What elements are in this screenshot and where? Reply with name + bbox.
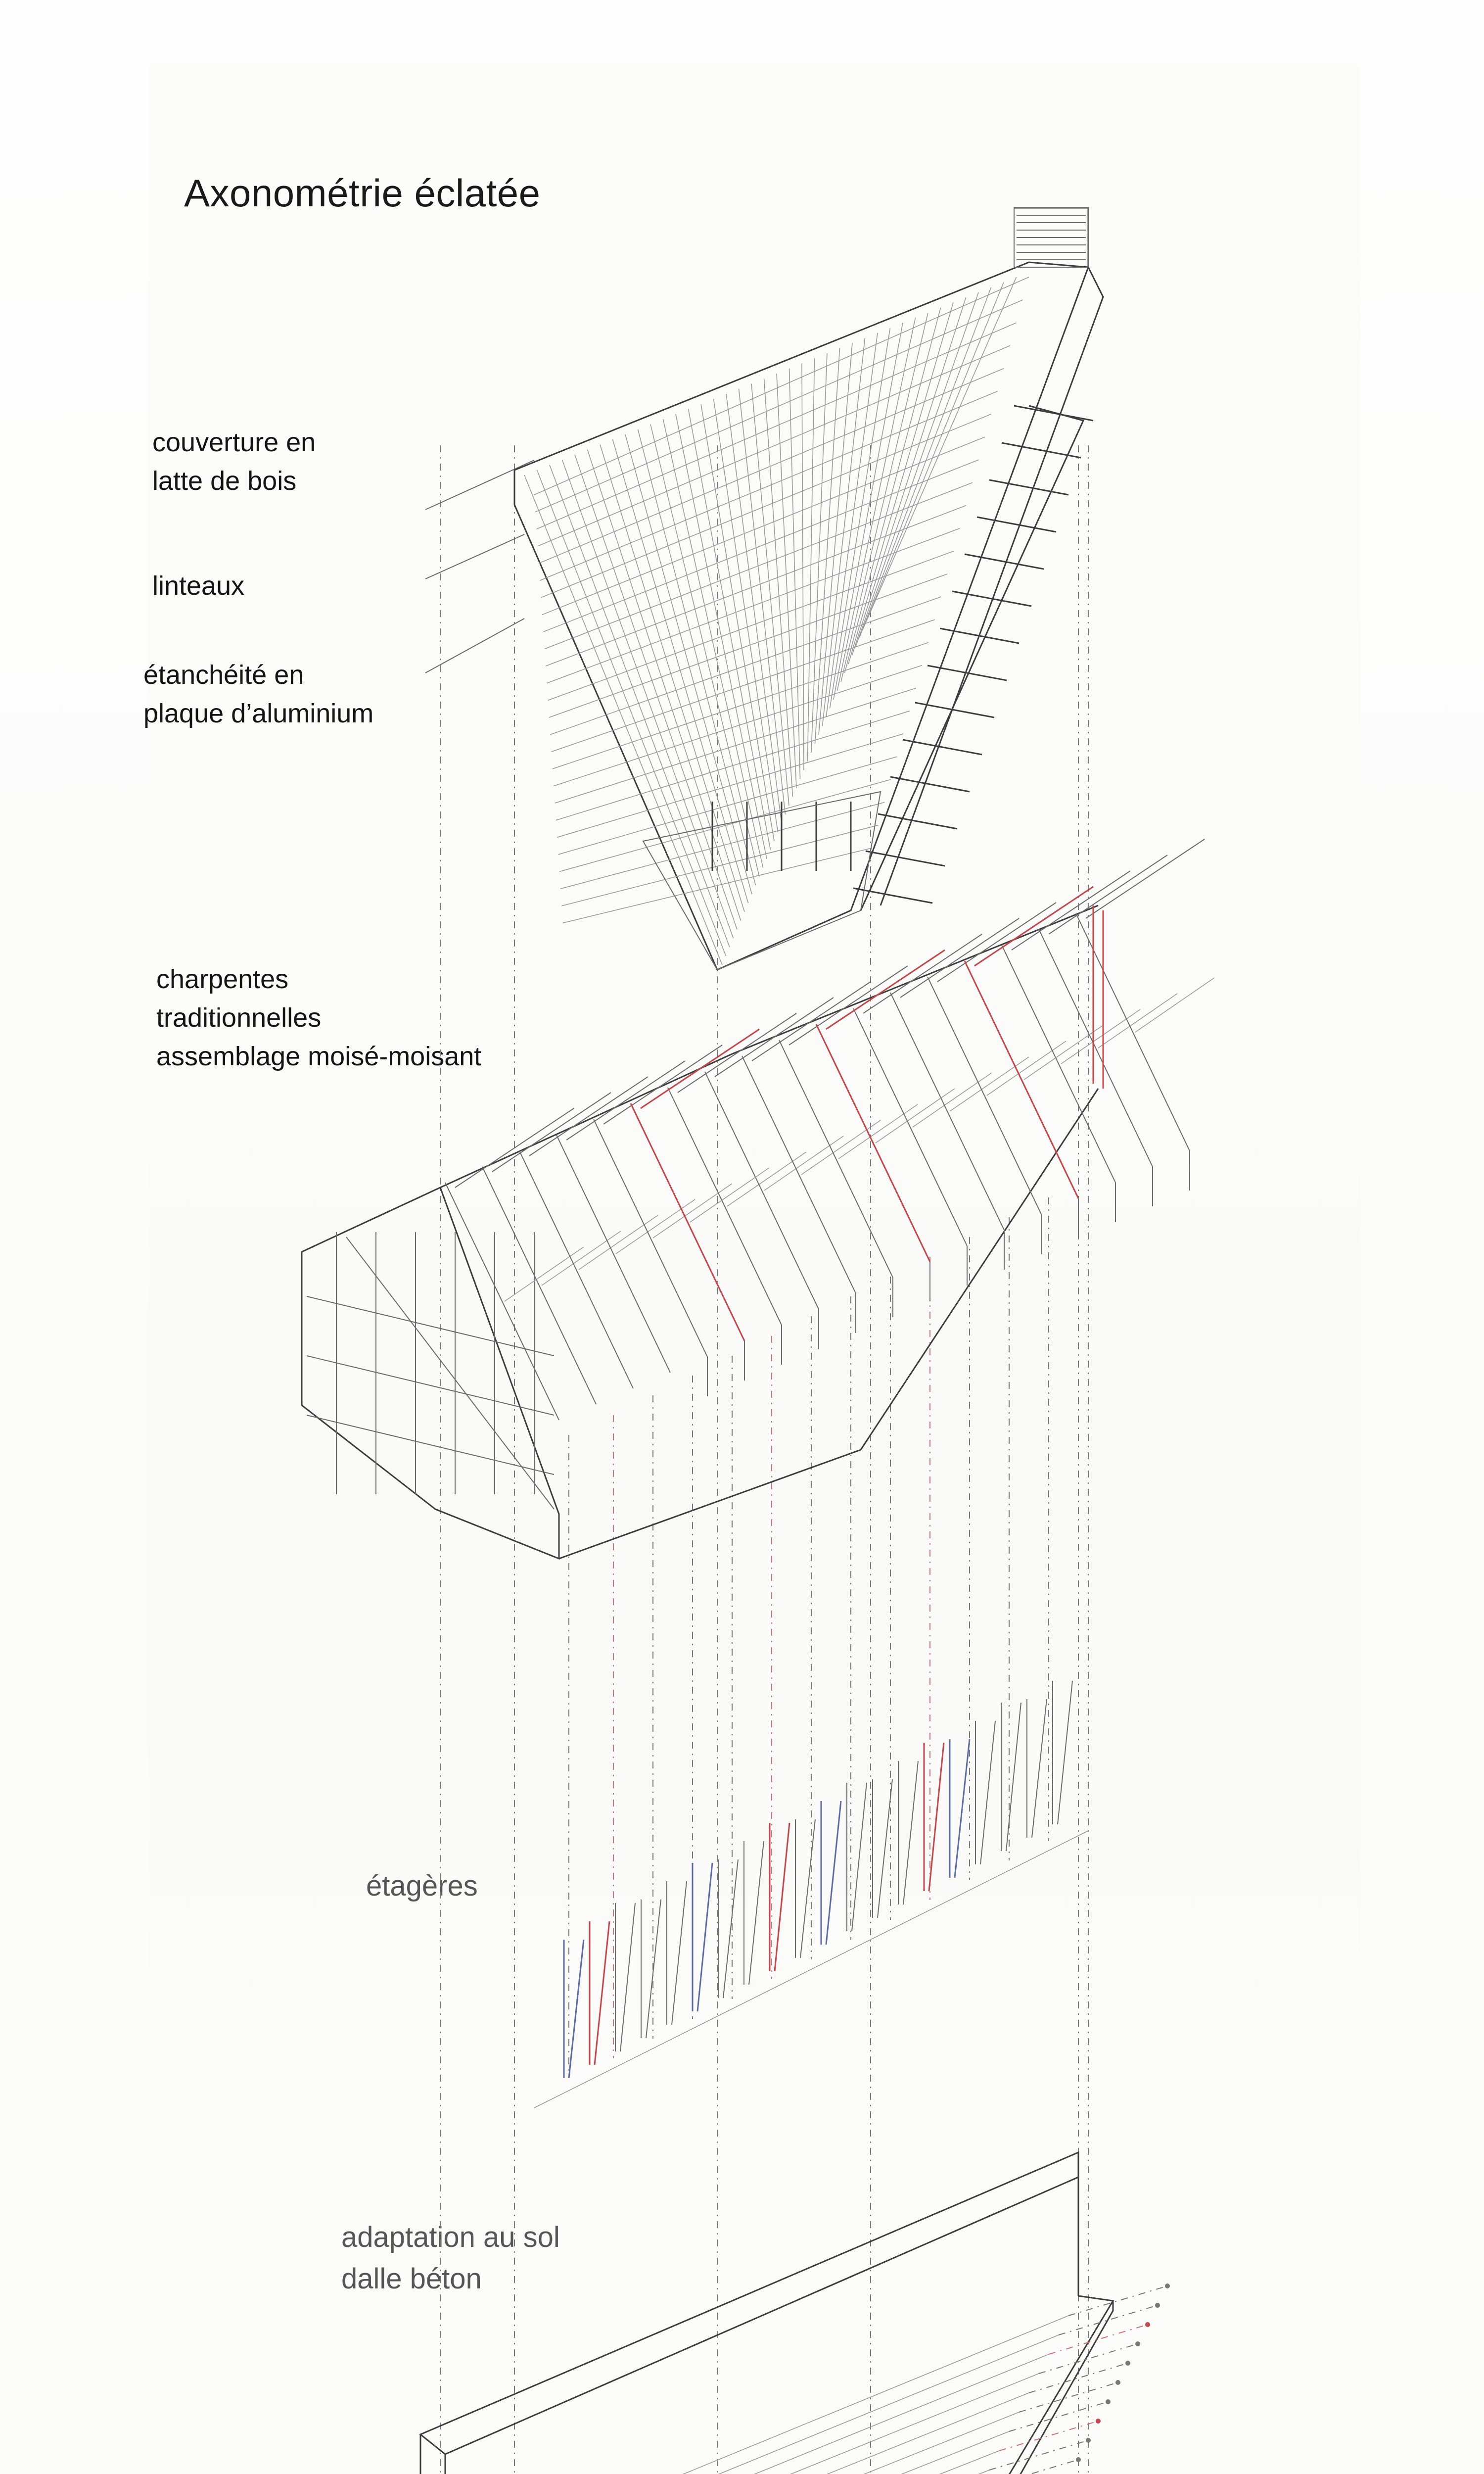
lath-line (764, 379, 793, 797)
strut (715, 998, 834, 1077)
strut (566, 1061, 685, 1140)
strut (1049, 855, 1167, 934)
lath-line (550, 465, 730, 948)
lintel-line (1002, 443, 1081, 458)
lath-cross-line (534, 277, 1029, 495)
shelf-unit (1006, 1703, 1021, 1851)
lath-line (625, 434, 752, 894)
shelf-unit (697, 1863, 712, 2011)
shelf-unit (1058, 1681, 1072, 1824)
axis-marker (1125, 2361, 1130, 2366)
lath-line (823, 338, 865, 726)
shelf-unit (569, 1940, 584, 2078)
label-lintels: linteaux (152, 571, 245, 601)
tie-beam (579, 1215, 658, 1270)
slab-axis-line (1068, 2286, 1167, 2316)
label-shelves: étagères (366, 1870, 478, 1902)
tie-beam (542, 1231, 621, 1285)
shelves-assembly (534, 1681, 1088, 2108)
lath-line (819, 343, 852, 735)
slab-grid-line (534, 2412, 1019, 2474)
lath-line (739, 389, 786, 814)
gable-rail (307, 1415, 554, 1475)
shelf-units (564, 1681, 1072, 2078)
lath-cross-line (563, 848, 872, 923)
lath-line (802, 364, 804, 770)
slab-grid-line (503, 2374, 1039, 2474)
axis-marker (1145, 2322, 1150, 2327)
strut (900, 918, 1019, 998)
tie-beam (764, 1136, 843, 1190)
lath-line (650, 425, 759, 877)
lath-line (789, 369, 800, 779)
tie-beam (950, 1057, 1029, 1111)
shelf-unit (723, 1859, 738, 1998)
lath-cross-line (548, 551, 954, 701)
axis-marker (1086, 2438, 1091, 2443)
axis-marker (1165, 2284, 1170, 2288)
slab-grid-line (550, 2431, 1009, 2474)
lath-line (867, 277, 1017, 620)
lintel-line (890, 777, 970, 792)
ground-slab-assembly (420, 2152, 1170, 2474)
tie-beam (801, 1120, 881, 1175)
strut (937, 903, 1056, 982)
slab-grid-lines (455, 2316, 1068, 2474)
slab-grid-line (518, 2393, 1029, 2474)
label-roof-cover: couverture en latte de bois (152, 428, 316, 496)
shelf-unit (852, 1783, 867, 1931)
highlighted-strut (641, 1029, 759, 1108)
axis-marker (1115, 2380, 1120, 2385)
highlighted-strut (974, 887, 1093, 966)
lath-line (837, 318, 916, 691)
lath-line (638, 429, 756, 885)
strut (1012, 871, 1130, 950)
label-framework: charpentes traditionnelles assemblage moisé-moisant (156, 964, 482, 1071)
lath-cross-line (535, 300, 1022, 512)
projection-lines (440, 445, 1088, 2474)
lintel-line (878, 814, 957, 829)
gable-rail (307, 1356, 554, 1415)
slab-axis-line (1049, 2325, 1148, 2354)
roof-vent-louvres (1017, 215, 1086, 260)
rafter (519, 1151, 633, 1388)
lath-cross-line (559, 779, 891, 871)
tie-beam (653, 1184, 732, 1238)
gable-wall-frame (307, 1232, 554, 1509)
lath-line (845, 308, 941, 673)
rafter (482, 1167, 596, 1404)
highlighted-strut (826, 950, 945, 1029)
roof-lath-lines (524, 277, 1017, 965)
lath-line (826, 333, 878, 717)
lath-cross-line (540, 391, 998, 580)
strut (678, 1013, 796, 1093)
strut (863, 934, 982, 1013)
tie-beam (876, 1089, 955, 1143)
lath-cross-line (553, 642, 928, 768)
strut (529, 1077, 648, 1156)
highlighted-shelf (595, 1921, 609, 2065)
lintel-line (866, 851, 945, 866)
rafter (445, 1183, 559, 1420)
shelf-unit (980, 1721, 995, 1864)
tie-beam (913, 1073, 992, 1127)
roof-cover-assembly (514, 208, 1103, 970)
axis-marker (1076, 2457, 1081, 2462)
lintel-line (1014, 406, 1093, 421)
lintel-line (977, 517, 1056, 532)
shelf-unit (903, 1761, 918, 1904)
lath-line (714, 399, 778, 832)
axis-marker (1106, 2399, 1111, 2404)
axis-marker (1096, 2419, 1101, 2424)
axis-marker (1155, 2303, 1160, 2308)
strut (455, 1108, 574, 1188)
lath-cross-line (545, 482, 973, 649)
tie-beam (690, 1168, 769, 1222)
label-waterproofing: étanchéité en plaque d’aluminium (143, 660, 374, 728)
slab-grid-line (487, 2354, 1049, 2474)
slab-grid-line (582, 2470, 989, 2474)
tie-beam (1098, 994, 1177, 1048)
strut (752, 982, 871, 1061)
label-ground: adaptation au sol dalle béton (341, 2221, 560, 2295)
shelf-unit (1032, 1699, 1047, 1838)
lath-cross-line (541, 414, 991, 598)
lath-cross-line (561, 825, 878, 906)
framework-assembly (302, 839, 1214, 1559)
tie-beam (505, 1247, 584, 1301)
lath-line (777, 374, 796, 788)
lintel-line (903, 740, 982, 755)
slab-axis-line (1019, 2382, 1118, 2412)
shelf-unit (955, 1739, 970, 1878)
shelf-unit (749, 1841, 764, 1985)
strut (1086, 839, 1205, 918)
lintel-line (989, 480, 1068, 495)
leader-lines (425, 460, 534, 673)
slab-axis-line (979, 2460, 1078, 2474)
lath-cross-line (558, 757, 897, 855)
strut (603, 1045, 722, 1124)
page-title: Axonométrie éclatée (184, 171, 541, 215)
tie-beam (987, 1041, 1066, 1095)
shelf-unit (620, 1903, 635, 2051)
axis-marker (1135, 2341, 1140, 2346)
tie-beam (1061, 1009, 1140, 1064)
lath-cross-line (552, 619, 935, 752)
lath-cross-line (542, 437, 985, 615)
strut (789, 966, 908, 1045)
slab-grid-line (455, 2316, 1068, 2474)
lath-cross-line (546, 506, 966, 666)
lath-line (852, 297, 966, 655)
tie-beam (1024, 1025, 1103, 1080)
lath-cross-line (549, 574, 947, 717)
tie-beam (727, 1152, 806, 1206)
tie-beam (838, 1104, 918, 1159)
shelf-unit (800, 1819, 815, 1958)
shelf-unit (826, 1801, 841, 1945)
tie-beam (1135, 978, 1214, 1032)
strut (492, 1093, 611, 1172)
tie-beam (616, 1199, 695, 1254)
shelf-unit (672, 1881, 687, 2025)
highlighted-shelf (775, 1823, 789, 1971)
highlighted-shelf (929, 1743, 944, 1891)
slab-axis-line (989, 2440, 1088, 2470)
lath-cross-line (537, 323, 1017, 529)
highlighted-truss-members (631, 887, 1103, 1341)
truss-members (445, 839, 1214, 1420)
